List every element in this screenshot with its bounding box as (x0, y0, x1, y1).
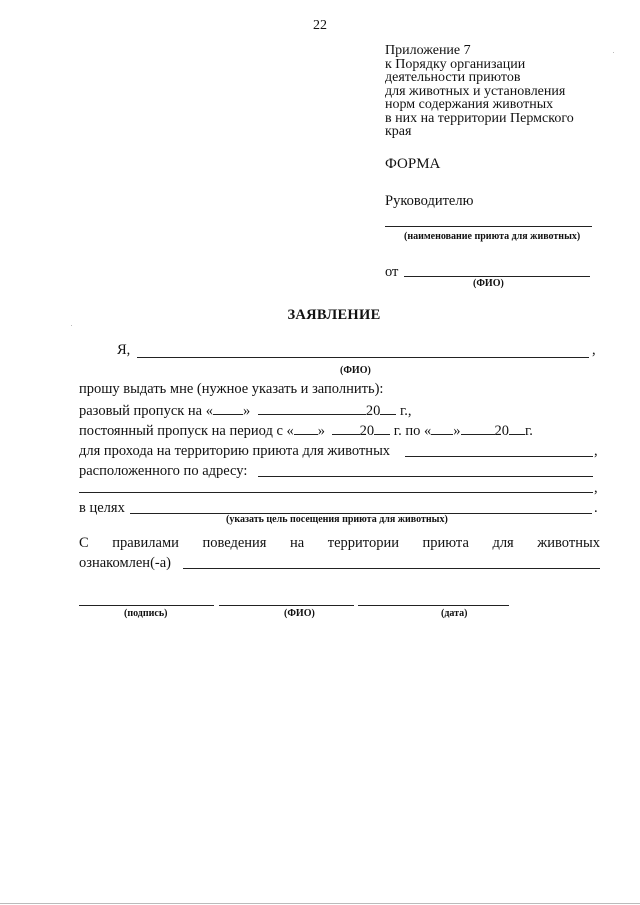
goal-caption: (указать цель посещения приюта для животных) (226, 514, 448, 525)
signature-date-line[interactable] (358, 605, 509, 606)
permanent-from-day-field[interactable] (294, 422, 318, 435)
appendix-line: норм содержания животных (385, 97, 554, 112)
permanent-to-day-field[interactable] (431, 422, 453, 435)
signature-caption: (подпись) (124, 608, 168, 619)
applicant-fio-line[interactable] (137, 357, 589, 358)
permanent-year-2: 20 (494, 423, 509, 439)
from-fio-caption: (ФИО) (473, 278, 504, 289)
appendix-line: для животных и установления (385, 83, 566, 99)
acknowledged-label: ознакомлен(-а) (79, 555, 171, 571)
permanent-from-year-field[interactable] (374, 422, 390, 435)
form-label: ФОРМА (385, 156, 441, 172)
org-name-line[interactable] (385, 226, 592, 227)
one-time-year: 20 (365, 403, 381, 419)
acknowledged-line[interactable] (183, 568, 600, 569)
one-time-pass-row (79, 402, 412, 420)
appendix-line: края (385, 124, 412, 139)
one-time-day-field[interactable] (213, 402, 243, 415)
applicant-fio-caption: (ФИО) (340, 365, 371, 376)
permanent-to-year-field[interactable] (509, 422, 525, 435)
goal-dot: . (594, 500, 598, 516)
from-label: от (385, 264, 399, 280)
appendix-line: Приложение 7 (385, 43, 471, 58)
page-number: 22 (313, 18, 327, 33)
signature-fio-line[interactable] (219, 605, 354, 606)
one-time-suffix: г., (400, 403, 412, 419)
address-line-2[interactable] (79, 492, 593, 493)
scan-dot (613, 52, 614, 53)
rules-word: для (492, 535, 514, 551)
appendix-line: к Порядку организации (385, 56, 526, 72)
scan-edge (0, 903, 640, 904)
rules-word: приюта (422, 535, 469, 551)
signature-fio-caption: (ФИО) (284, 608, 315, 619)
appendix-line: деятельности приютов (385, 70, 521, 85)
appendix-line: в них на территории Пермского (385, 110, 574, 126)
addressee-head-label: Руководителю (385, 193, 474, 209)
permanent-from-month-field[interactable] (332, 422, 360, 435)
one-time-prefix: разовый пропуск на « (79, 403, 213, 419)
permanent-quote: » (317, 423, 326, 439)
permanent-suffix: г. (525, 423, 533, 439)
pass-comma: , (594, 443, 598, 459)
rules-word: животных (537, 535, 600, 551)
from-fio-line[interactable] (404, 276, 590, 277)
rules-word: правилами (112, 535, 179, 551)
permanent-quote-2: » (453, 423, 461, 439)
pass-purpose-text: для прохода на территорию приюта для животных (79, 443, 391, 459)
one-time-quote: » (243, 403, 251, 419)
address-comma: , (594, 480, 598, 496)
rules-word: территории (327, 535, 399, 551)
shelter-name-line[interactable] (405, 456, 593, 457)
permanent-pass-row (79, 422, 533, 440)
rules-statement (79, 535, 600, 552)
rules-word: на (290, 535, 305, 551)
appendix-block (385, 44, 625, 139)
permanent-prefix: постоянный пропуск на период с « (79, 423, 294, 439)
request-text: прошу выдать мне (нужное указать и заполнить): (79, 381, 384, 397)
goal-label: в целях (79, 500, 125, 516)
applicant-label: Я, (117, 342, 131, 358)
scan-dot (71, 325, 72, 326)
address-label: расположенного по адресу: (79, 463, 248, 479)
address-line[interactable] (258, 476, 593, 477)
permanent-to-month-field[interactable] (461, 422, 495, 435)
signature-line[interactable] (79, 605, 214, 606)
permanent-to-label: г. по « (393, 423, 432, 439)
rules-word: С (79, 535, 89, 551)
signature-date-caption: (дата) (441, 608, 468, 619)
one-time-year-field[interactable] (380, 402, 396, 415)
org-name-caption: (наименование приюта для животных) (404, 231, 581, 242)
applicant-comma: , (592, 342, 596, 358)
rules-word: поведения (202, 535, 267, 551)
one-time-month-field[interactable] (258, 402, 366, 415)
permanent-year: 20 (359, 423, 375, 439)
document-title: ЗАЯВЛЕНИЕ (287, 307, 381, 323)
